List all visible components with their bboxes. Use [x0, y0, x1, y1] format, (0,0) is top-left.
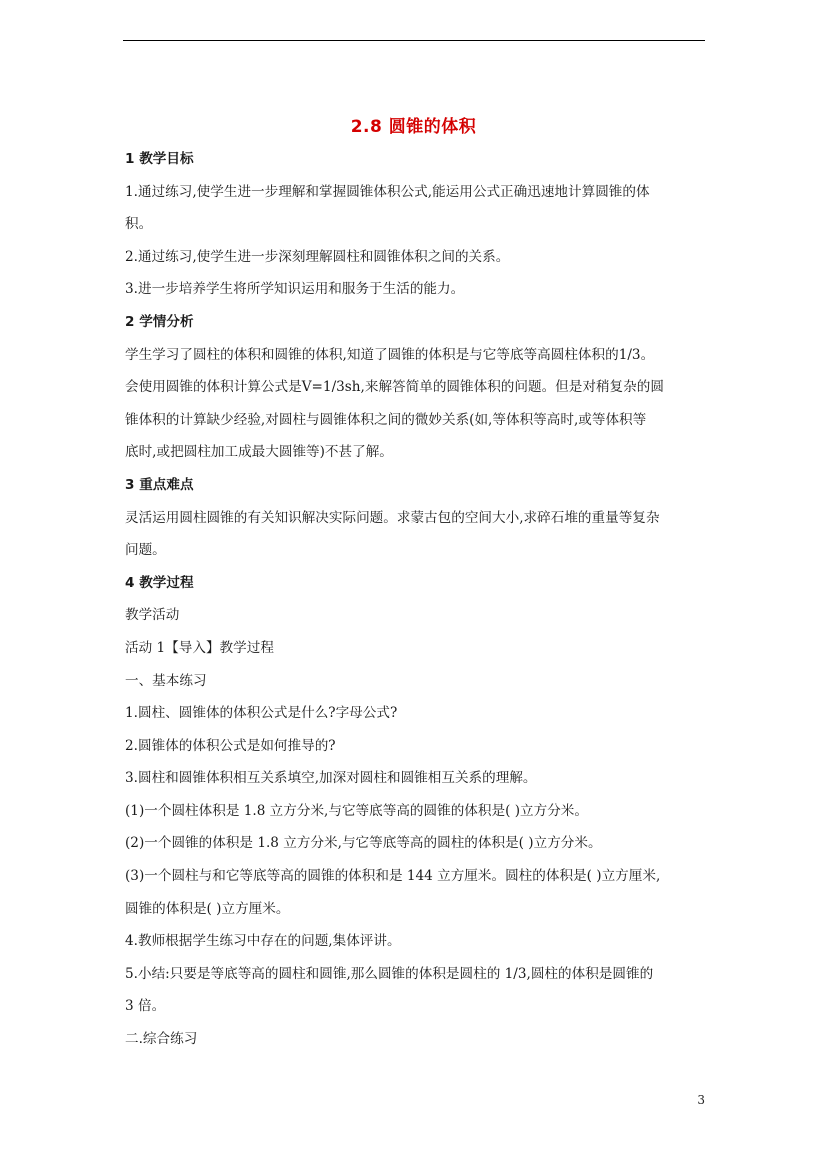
paragraph-line: 教学活动	[125, 607, 180, 624]
paragraph-line: 锥体积的计算缺少经验,对圆柱与圆锥体积之间的微妙关系(如,等体积等高时,或等体积等	[125, 411, 647, 428]
document-body	[125, 146, 705, 1059]
section-heading-key-points: 3 重点难点	[125, 476, 194, 493]
paragraph-line: 积。	[125, 216, 153, 233]
paragraph-line: 一、基本练习	[125, 672, 207, 689]
section-heading-process: 4 教学过程	[125, 574, 194, 591]
paragraph-line: 1.圆柱、圆锥体的体积公式是什么?字母公式?	[125, 705, 398, 722]
header-rule	[123, 40, 705, 41]
paragraph-line: (1)一个圆柱体积是 1.8 立方分米,与它等底等高的圆锥的体积是( )立方分米。	[125, 802, 588, 819]
paragraph-line: 学生学习了圆柱的体积和圆锥的体积,知道了圆锥的体积是与它等底等高圆柱体积的1/3。	[125, 346, 655, 363]
paragraph-line: (2)一个圆锥的体积是 1.8 立方分米,与它等底等高的圆柱的体积是( )立方分米。	[125, 835, 602, 852]
paragraph-line: 3.圆柱和圆锥体积相互关系填空,加深对圆柱和圆锥相互关系的理解。	[125, 770, 537, 787]
section-heading-analysis: 2 学情分析	[125, 313, 194, 330]
paragraph-line: 圆锥的体积是( )立方厘米。	[125, 900, 290, 917]
paragraph-line: 会使用圆锥的体积计算公式是V=1/3sh,来解答简单的圆锥体积的问题。但是对稍复杂的圆	[125, 379, 664, 396]
section-heading-objectives: 1 教学目标	[125, 151, 194, 167]
paragraph-line: 问题。	[125, 542, 166, 559]
paragraph-line: 5.小结:只要是等底等高的圆柱和圆锥,那么圆锥的体积是圆柱的 1/3,圆柱的体积是圆锥的	[125, 965, 654, 982]
paragraph-line: (3)一个圆柱与和它等底等高的圆锥的体积和是 144 立方厘米。圆柱的体积是( )立方厘米,	[125, 868, 661, 885]
page-number: 3	[697, 1093, 705, 1107]
paragraph-line: 二.综合练习	[125, 1031, 198, 1048]
paragraph-line: 底时,或把圆柱加工成最大圆锥等)不甚了解。	[125, 444, 393, 461]
paragraph-line: 灵活运用圆柱圆锥的有关知识解决实际问题。求蒙古包的空间大小,求碎石堆的重量等复杂	[125, 509, 660, 526]
paragraph-line: 3 倍。	[125, 998, 166, 1015]
document-title: 2.8 圆锥的体积	[350, 117, 477, 137]
paragraph-line: 2.圆锥体的体积公式是如何推导的?	[125, 737, 336, 754]
paragraph-line: 4.教师根据学生练习中存在的问题,集体评讲。	[125, 933, 401, 950]
paragraph-line: 3.进一步培养学生将所学知识运用和服务于生活的能力。	[125, 281, 465, 298]
paragraph-line: 1.通过练习,使学生进一步理解和掌握圆锥体积公式,能运用公式正确迅速地计算圆锥的体	[125, 183, 650, 200]
paragraph-line: 2.通过练习,使学生进一步深刻理解圆柱和圆锥体积之间的关系。	[125, 248, 510, 265]
paragraph-line: 活动 1【导入】教学过程	[125, 639, 274, 656]
